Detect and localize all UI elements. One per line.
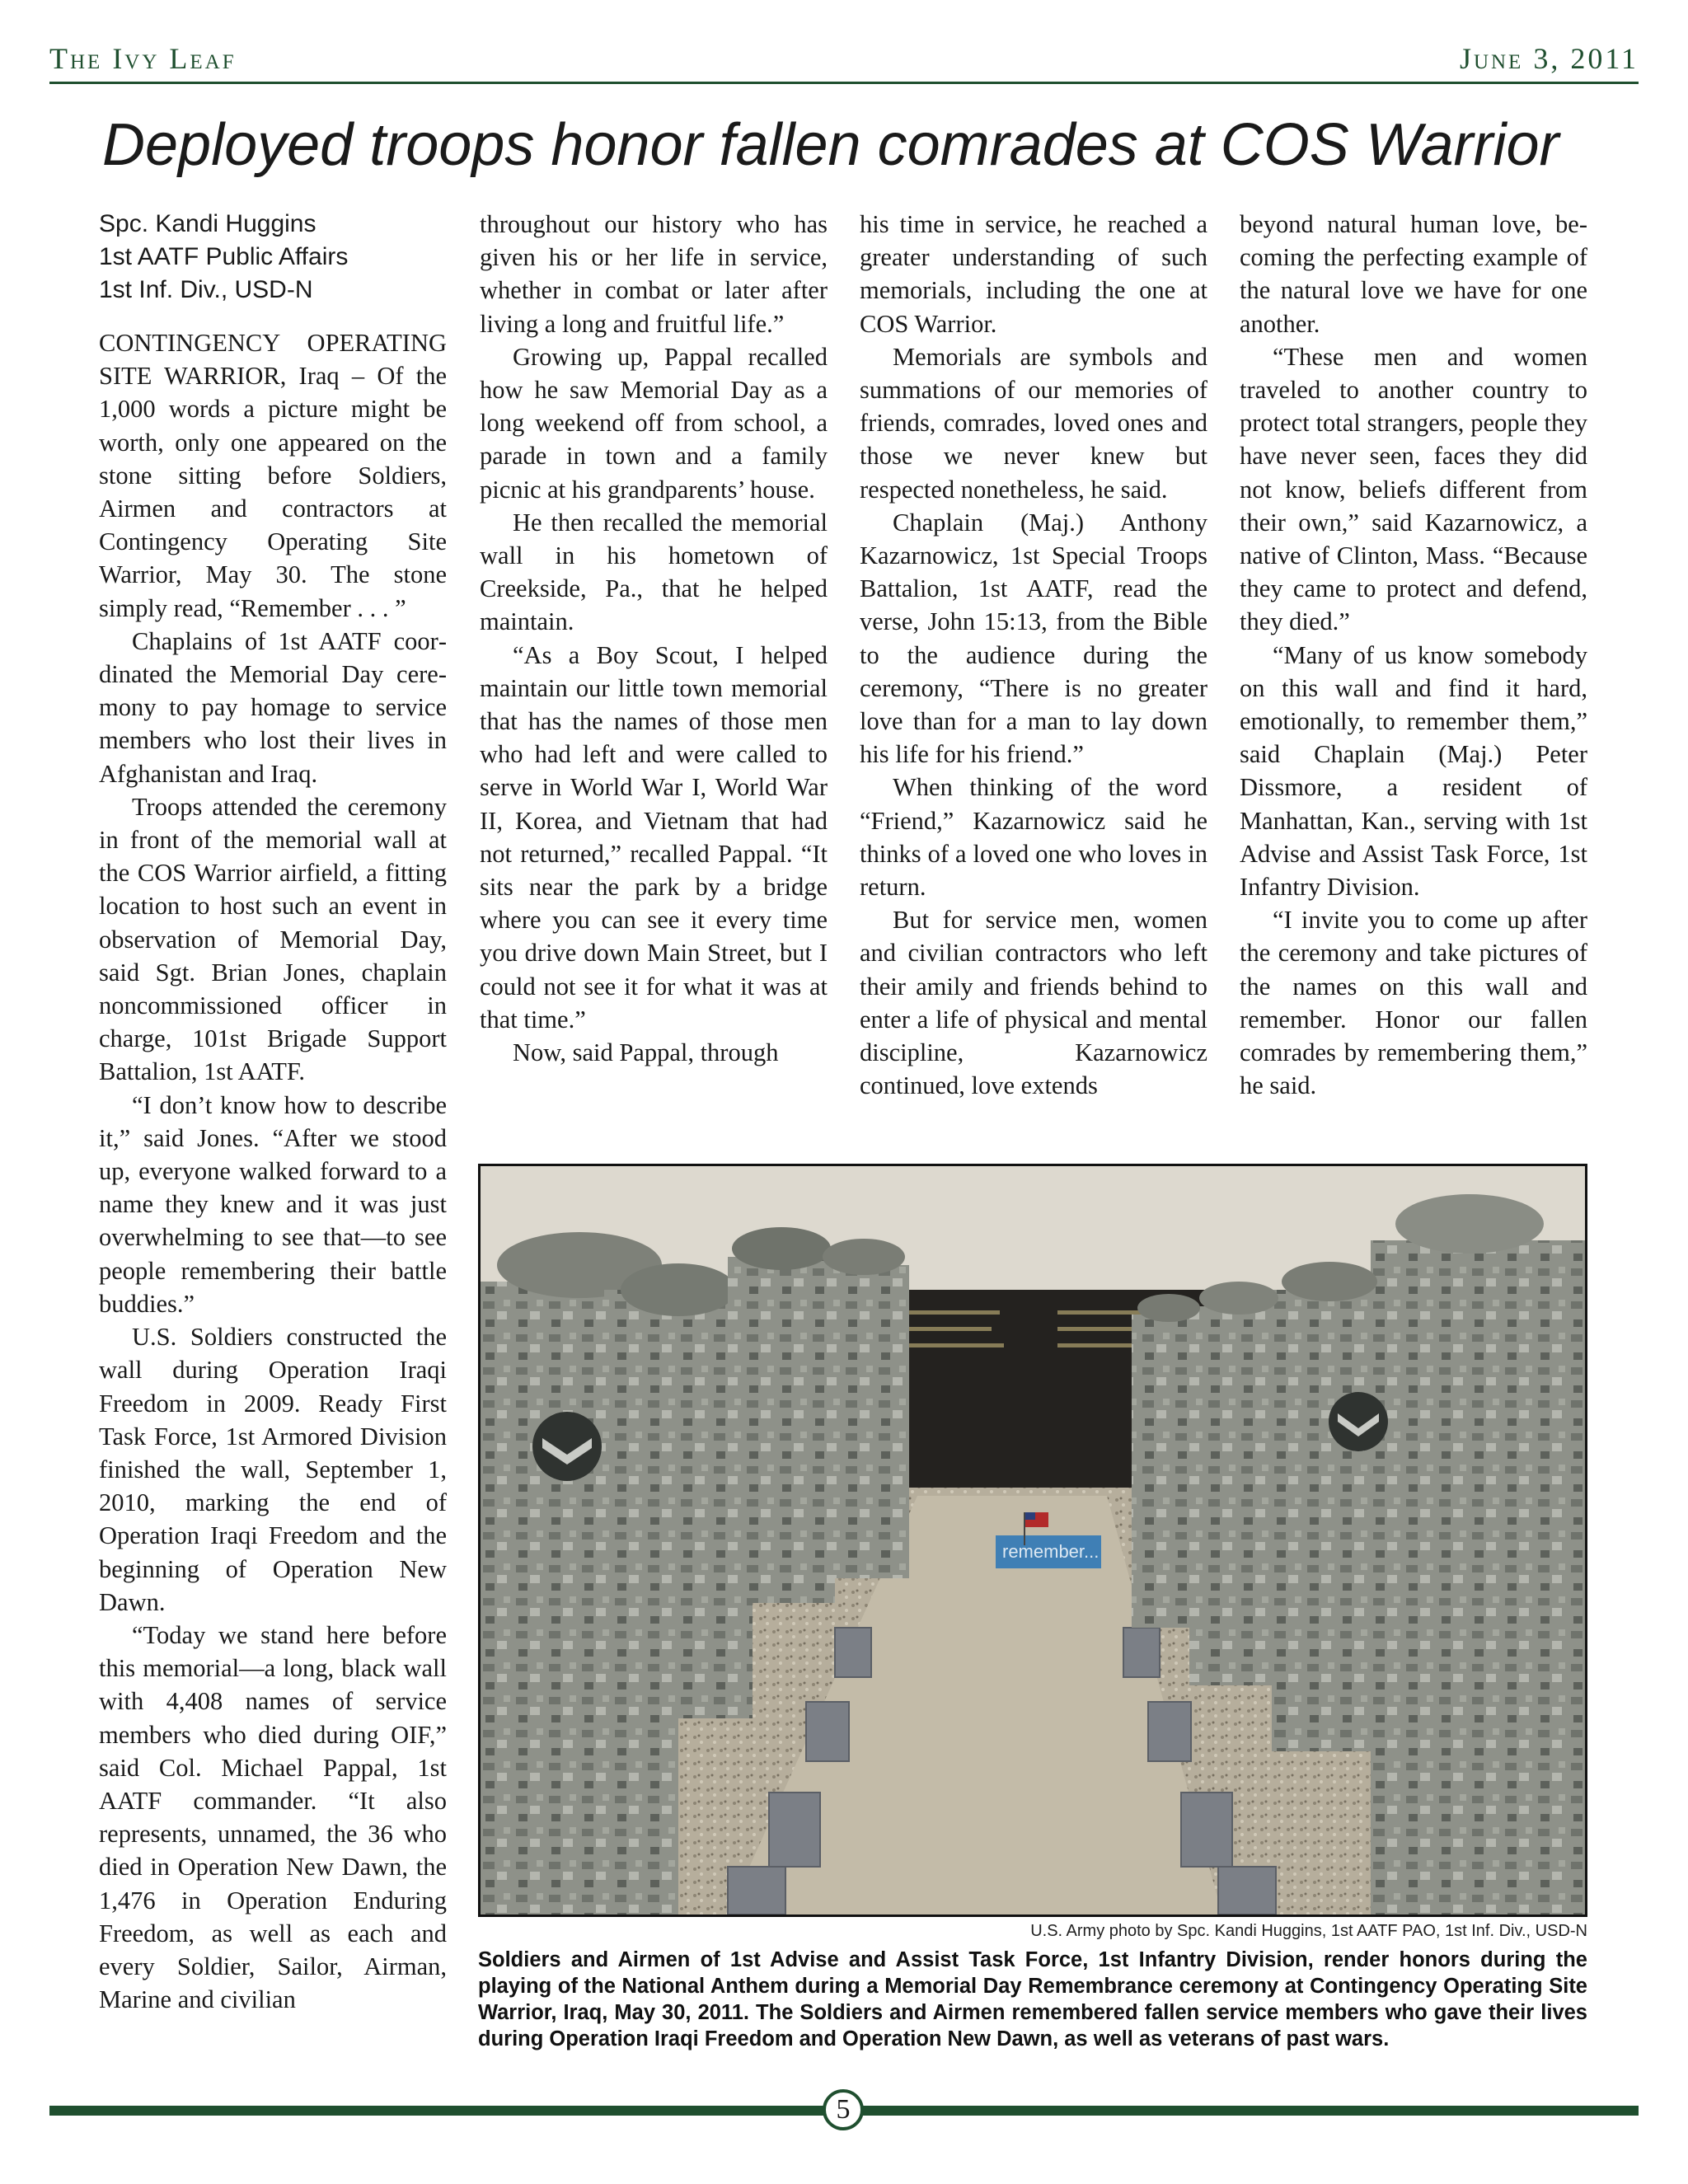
byline-unit: 1st AATF Public Affairs [99, 243, 349, 270]
paragraph: But for service men, women and civilian contractors who left their amily and friends behind to enter a life of physical and mental discipline, Kazarnowicz continued, love extends [860, 906, 1207, 1100]
article-column-3 [860, 208, 1207, 1139]
paragraph: Now, said Pappal, through [513, 1038, 779, 1067]
paragraph: CONTINGENCY OPERATING SITE WARRIOR, Iraq – Of the 1,000 words a picture might be worth, only one appeared on the stone sitting before Soldiers, Airmen and contractors at Contingency Operating Site Warrior, May 30. The stone simply read, “Remember . . . ” [99, 329, 447, 622]
photo-caption: Soldiers and Airmen of 1st Advise and Assist Task Force, 1st Infantry Division, render honors during the playing of the National Anthem during a Memorial Day Remembrance ceremony at Contingency Operating Site Warrior, Iraq, May 30, 2011. The Soldiers and Airmen remembered fallen service members who gave their lives during Operation Iraqi Freedom and Operation New Dawn, as well as veterans of past wars. [478, 1948, 1587, 2050]
byline [99, 208, 453, 307]
photo-credit: U.S. Army photo by Spc. Kandi Huggins, 1st AATF PAO, 1st Inf. Div., USD-N [1030, 1922, 1587, 1940]
paragraph: Chaplains of 1st AATF coordinated the Memorial Day ceremony to pay homage to service members who lost their lives in Afghanistan and Iraq. [99, 626, 447, 788]
paragraph: “These men and women traveled to another country to protect total strangers, people they have never seen, faces they did not know, beliefs different from their own,” said Kazarnowicz, a native of Clinton, Mass. “Because they came to protect and defend, they died.” [1240, 342, 1587, 636]
page-header [49, 41, 1639, 84]
article-headline: Deployed troops honor fallen comrades at COS Warrior [102, 112, 1559, 178]
paragraph: “Today we stand here before this memorial—a long, black wall with 4,408 names of service members who died during OIF,” said Col. Michael Pappal, 1st AATF commander. “It also represents, unnamed, the 36 who died in Operation New Dawn, the 1,476 in Operation Enduring Freedom, as well as each and every Soldier, Sailor, Airman, Marine and civilian [99, 1620, 447, 2014]
ceremony-photo-illustration [481, 1166, 1585, 1915]
paragraph: Chaplain (Maj.) Anthony Kazarnowicz, 1st Special Troops Battalion, 1st AATF, read the verse, John 15:13, from the Bible to the audience during the ceremony, “There is no greater love than for a man to lay down his life for his friend.” [860, 508, 1207, 769]
byline-division: 1st Inf. Div., USD-N [99, 276, 313, 303]
remember-sign-text: remember... [1002, 1541, 1100, 1562]
paragraph: “Many of us know somebody on this wall and find it hard, emotionally, to remember them,” said Chaplain (Maj.) Peter Dissmore, a resident of Manhattan, Kan., serving with 1st Advise and Assist Task Force, 1st Infantry Division. [1240, 640, 1587, 902]
paragraph: When thinking of the word “Friend,” Kazarnowicz said he thinks of a loved one who loves in return. [860, 773, 1207, 902]
ceremony-photo [478, 1164, 1587, 1917]
publication-name: The Ivy Leaf [49, 42, 237, 75]
byline-author: Spc. Kandi Huggins [99, 210, 316, 237]
issue-date: June 3, 2011 [1459, 42, 1639, 75]
paragraph: Troops attended the ceremony in front of the memorial wall at the COS Warrior airfield, a fitting location to host such an event in observation of Memorial Day, said Sgt. Brian Jones, chaplain noncommissioned officer in charge, 101st Brigade Support Battalion, 1st AATF. [99, 792, 447, 1086]
footer-rule-left [49, 2106, 826, 2116]
paragraph: “I invite you to come up after the ceremony and take pictures of the names on this wall and remember. Honor our fallen comrades by remembering them,” he said. [1240, 906, 1587, 1100]
page-number: 5 [823, 2089, 864, 2130]
paragraph: U.S. Soldiers constructed the wall during Operation Iraqi Freedom in 2009. Ready First Task Force, 1st Armored Division finished the wall, September 1, 2010, marking the end of Operation Iraqi Freedom and the beginning of Operation New Dawn. [99, 1323, 447, 1616]
header-rule [49, 82, 1639, 84]
footer-rule-right [862, 2106, 1639, 2116]
paragraph: Growing up, Pappal recalled how he saw Memorial Day as a long weekend off from school, a parade in town and a family picnic at his grandparents’ house. [480, 342, 828, 504]
paragraph: Memorials are symbols and summations of our memories of friends, comrades, loved ones and those we never knew but respected nonetheless, he said. [860, 342, 1207, 504]
article-column-2 [480, 208, 828, 1139]
paragraph: “I don’t know how to describe it,” said Jones. “After we stood up, everyone walked forward to a name they knew and it was just overwhelming to see that—to see people remembering their battle buddies.” [99, 1090, 447, 1318]
article-column-4 [1240, 208, 1587, 1139]
paragraph: beyond natural human love, becoming the perfecting example of the natural love we have for one another. [1240, 210, 1587, 338]
paragraph: his time in service, he reached a greater understanding of such memorials, including the one at COS Warrior. [860, 210, 1207, 338]
paragraph: He then recalled the memorial wall in his hometown of Creekside, Pa., that he helped maintain. [480, 508, 828, 636]
paragraph: “As a Boy Scout, I helped maintain our little town memorial that has the names of those men who had left and were called to serve in World War I, World War II, Korea, and Vietnam that had not returned,” recalled Pappal. “It sits near the park by a bridge where you can see it every time you drive down Main Street, but I could not see it for what it was at that time.” [480, 640, 828, 1033]
article-column-1 [99, 326, 447, 2065]
paragraph: throughout our history who has given his or her life in service, whether in combat or later after living a long and fruitful life.” [480, 210, 828, 338]
